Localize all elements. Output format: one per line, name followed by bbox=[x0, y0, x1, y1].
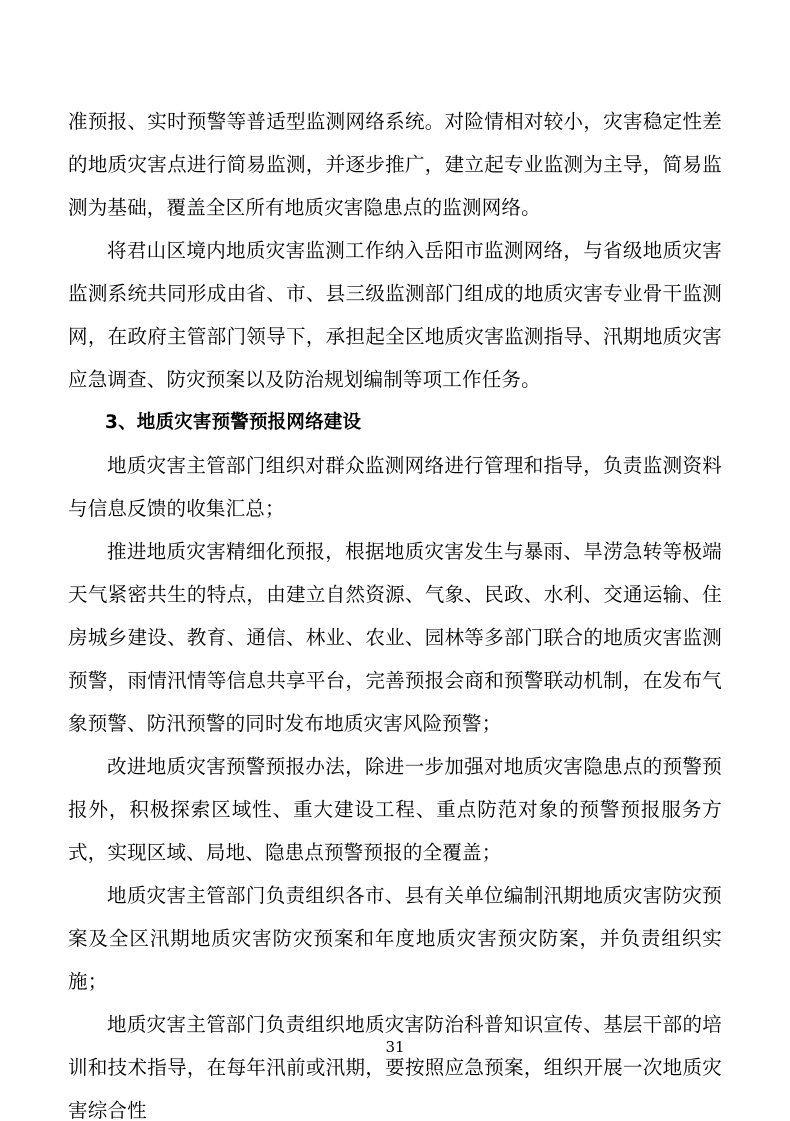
paragraph: 准预报、实时预警等普适型监测网络系统。对险情相对较小，灾害稳定性差的地质灾害点进行简易监测，并逐步推广，建立起专业监测为主导，简易监测为基础，覆盖全区所有地质灾害隐患点的监测网络。 bbox=[68, 110, 722, 219]
page-number: 31 bbox=[385, 1038, 405, 1056]
section-heading: 3、地质灾害预警预报网络建设 bbox=[105, 412, 362, 433]
paragraph: 地质灾害主管部门负责组织各市、县有关单位编制汛期地质灾害防灾预案及全区汛期地质灾害防灾预案和年度地质灾害预灾防案，并负责组织实施； bbox=[68, 884, 722, 993]
page-content bbox=[68, 100, 722, 1121]
paragraph: 改进地质灾害预警预报办法，除进一步加强对地质灾害隐患点的预警预报外，积极探索区域性、重大建设工程、重点防范对象的预警预报服务方式，实现区域、局地、隐患点预警预报的全覆盖； bbox=[68, 755, 722, 864]
paragraph: 地质灾害主管部门组织对群众监测网络进行管理和指导，负责监测资料与信息反馈的收集汇总； bbox=[68, 454, 722, 520]
paragraph: 地质灾害主管部门负责组织地质灾害防治科普知识宣传、基层干部的培训和技术指导，在每年汛前或汛期，要按照应急预案，组织开展一次地质灾害综合性 bbox=[68, 1013, 722, 1121]
paragraph: 推进地质灾害精细化预报，根据地质灾害发生与暴雨、旱涝急转等极端天气紧密共生的特点，由建立自然资源、气象、民政、水利、交通运输、住房城乡建设、教育、通信、林业、农业、园林等多部门联合的地质灾害监测预警，雨情汛情等信息共享平台，完善预报会商和预警联动机制，在发布气象预警、防汛预警的同时发布地质灾害风险预警； bbox=[68, 540, 722, 735]
paragraph: 将君山区境内地质灾害监测工作纳入岳阳市监测网络，与省级地质灾害监测系统共同形成由省、市、县三级监测部门组成的地质灾害专业骨干监测网，在政府主管部门领导下，承担起全区地质灾害监测指导、汛期地质灾害应急调查、防灾预案以及防治规划编制等项工作任务。 bbox=[68, 239, 722, 391]
